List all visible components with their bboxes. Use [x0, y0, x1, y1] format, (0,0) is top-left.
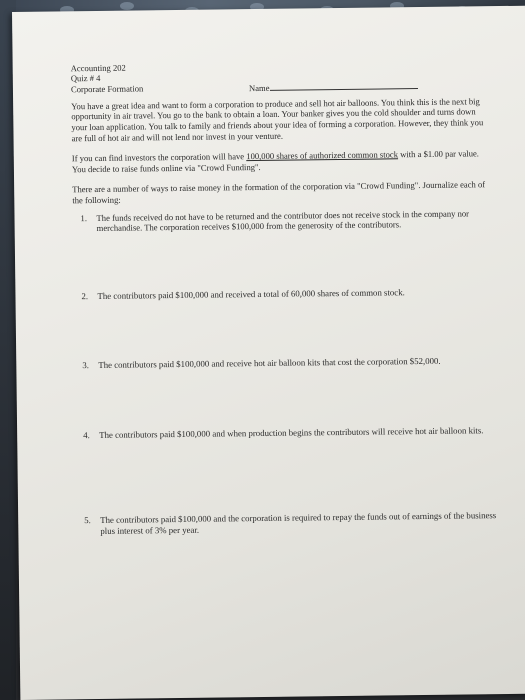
topic-title: Corporate Formation: [70, 83, 144, 95]
question-text: The contributors paid $100,000 and the corporation is required to repay the funds out of earnings of the business plus interest of 3% per year.: [100, 509, 497, 536]
name-label: Name: [248, 82, 270, 93]
intro-paragraph: You have a great idea and want to form a corporation to produce and sell hot air balloons. You think this is the next big opportunity in air travel. You go to the bank to obtain a loan. Your banker gives you the cold shoulder and turns down your loan application. You talk to family and friends about your idea of forming a corporation. However, they think you are full of hot air and will not lend nor invest in your venture.: [71, 96, 484, 143]
question-3: [82, 355, 494, 371]
stock-text-end: with a $1.00 par value. You decide to raise funds online via "Crowd Funding".: [71, 148, 479, 175]
question-text: The funds received do not have to be returned and the contributor does not receive stock in the company nor merchandise. The corporation receives $100,000 from the generosity of the contributors.: [96, 207, 470, 234]
question-number: 3.: [82, 359, 89, 370]
stock-paragraph: [72, 148, 492, 174]
question-1: [80, 208, 492, 234]
question-number: 5.: [84, 514, 91, 525]
question-5: [84, 510, 496, 537]
quiz-content: [71, 58, 497, 537]
stock-text-start: If you can find investors the corporation will have: [71, 151, 247, 164]
question-text: The contributors paid $100,000 and received a total of 60,000 shares of common stock.: [97, 286, 405, 301]
question-number: 4.: [83, 429, 90, 440]
name-blank-line[interactable]: [269, 80, 417, 91]
name-field[interactable]: [249, 80, 418, 94]
question-2: [81, 286, 493, 302]
authorized-shares-underlined: 100,000 shares of authorized common stock: [246, 149, 399, 162]
question-text: The contributors paid $100,000 and when production begins the contributors will receive hot air balloon kits.: [99, 425, 484, 440]
quiz-sheet: [12, 6, 525, 700]
question-number: 1.: [80, 212, 88, 223]
question-text: The contributors paid $100,000 and receive hot air balloon kits that cost the corporation $52,000.: [98, 355, 441, 370]
course-title: Accounting 202: [70, 62, 126, 74]
question-4: [83, 425, 495, 441]
instructions-paragraph: There are a number of ways to raise money in the formation of the corporation via "Crowd Funding". Journalize each of the following:: [72, 179, 486, 206]
quiz-number: Quiz # 4: [70, 73, 101, 84]
question-number: 2.: [81, 290, 89, 301]
fabric-pattern-dot: [120, 2, 134, 10]
